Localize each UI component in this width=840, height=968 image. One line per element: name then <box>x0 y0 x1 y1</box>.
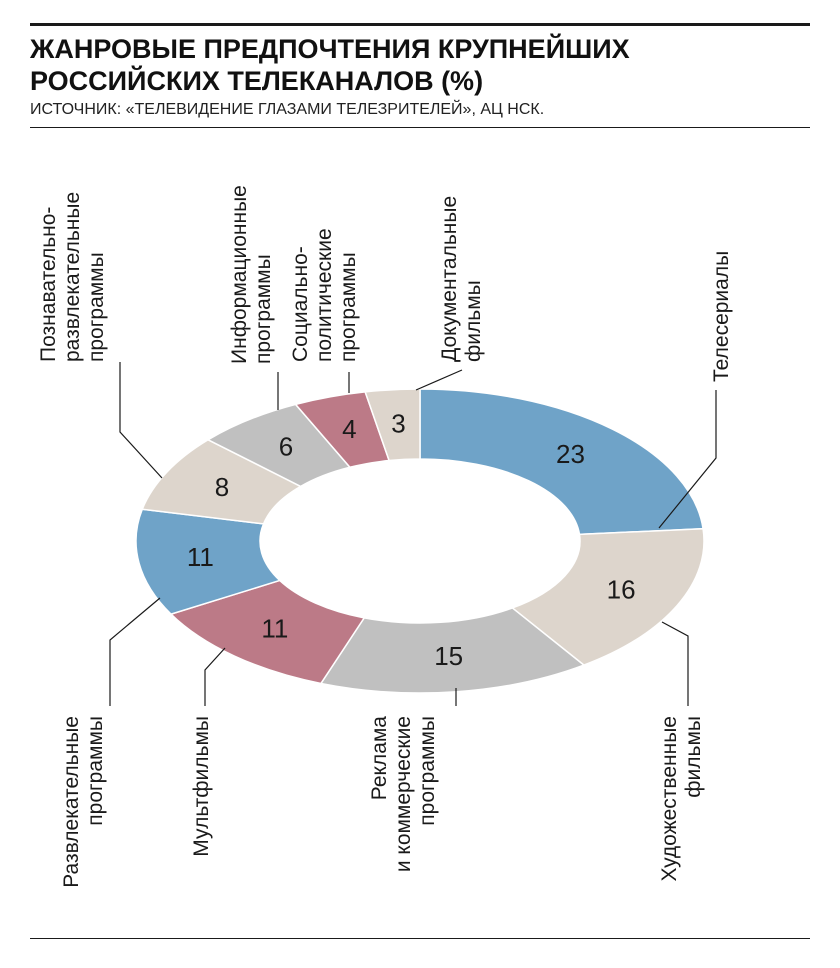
category-label-line: Информационные <box>228 185 251 364</box>
value-label-7: 6 <box>278 431 294 462</box>
category-label-line: Познавательно- <box>37 206 60 362</box>
leader-line-6 <box>120 362 162 478</box>
category-label-мультфильмы <box>190 716 213 857</box>
category-label-line: и коммерческие <box>392 716 415 873</box>
category-label-телесериалы <box>710 251 733 382</box>
category-label-line: Мультфильмы <box>190 716 213 857</box>
value-label-6: 8 <box>214 471 230 502</box>
chart-title-line-1: ЖАНРОВЫЕ ПРЕДПОЧТЕНИЯ КРУПНЕЙШИХ <box>30 34 630 64</box>
category-label-line: фильмы <box>462 280 485 362</box>
category-label-развлекательные-программы <box>60 716 107 888</box>
value-label-4: 11 <box>261 613 289 644</box>
category-label-line: политические <box>313 228 336 362</box>
leader-line-2 <box>662 622 688 706</box>
category-label-line: программы <box>337 252 360 362</box>
category-label-документальные-фильмы <box>438 196 485 362</box>
category-label-line: программы <box>84 716 107 826</box>
category-label-информационные-программы <box>228 185 275 364</box>
value-label-8: 4 <box>342 413 357 444</box>
category-label-line: Развлекательные <box>60 716 83 888</box>
value-label-9: 3 <box>391 408 406 439</box>
value-label-5: 11 <box>186 541 214 572</box>
leader-line-5 <box>110 598 160 706</box>
leader-line-9 <box>416 370 462 390</box>
category-label-line: программы <box>416 716 439 826</box>
category-label-line: Художественные <box>658 716 681 882</box>
value-label-2: 16 <box>606 574 636 605</box>
chart-title-line-2: РОССИЙСКИХ ТЕЛЕКАНАЛОВ (%) <box>30 66 484 96</box>
category-label-line: развлекательные <box>61 191 84 362</box>
category-label-познавательно-развлекательные-программы <box>37 192 108 362</box>
category-label-line: Реклама <box>368 716 391 801</box>
category-label-line: Телесериалы <box>710 250 733 382</box>
category-label-художественные-фильмы <box>658 716 705 881</box>
category-label-line: программы <box>85 252 108 362</box>
leader-line-4 <box>205 648 225 706</box>
bottom-rule <box>30 938 810 939</box>
category-label-реклама-и-коммерческие-программы <box>368 716 439 872</box>
category-label-line: фильмы <box>682 716 705 798</box>
category-label-line: Документальные <box>438 195 461 362</box>
category-label-line: Социально- <box>289 246 312 362</box>
category-label-социально-политические-программы <box>289 228 360 362</box>
value-label-3: 15 <box>434 640 464 671</box>
category-label-line: программы <box>252 254 275 364</box>
donut-slices <box>136 389 704 693</box>
value-label-1: 23 <box>556 438 585 469</box>
chart-source: ИСТОЧНИК: «ТЕЛЕВИДЕНИЕ ГЛАЗАМИ ТЕЛЕЗРИТЕЛЕЙ», АЦ НСК. <box>30 101 545 118</box>
